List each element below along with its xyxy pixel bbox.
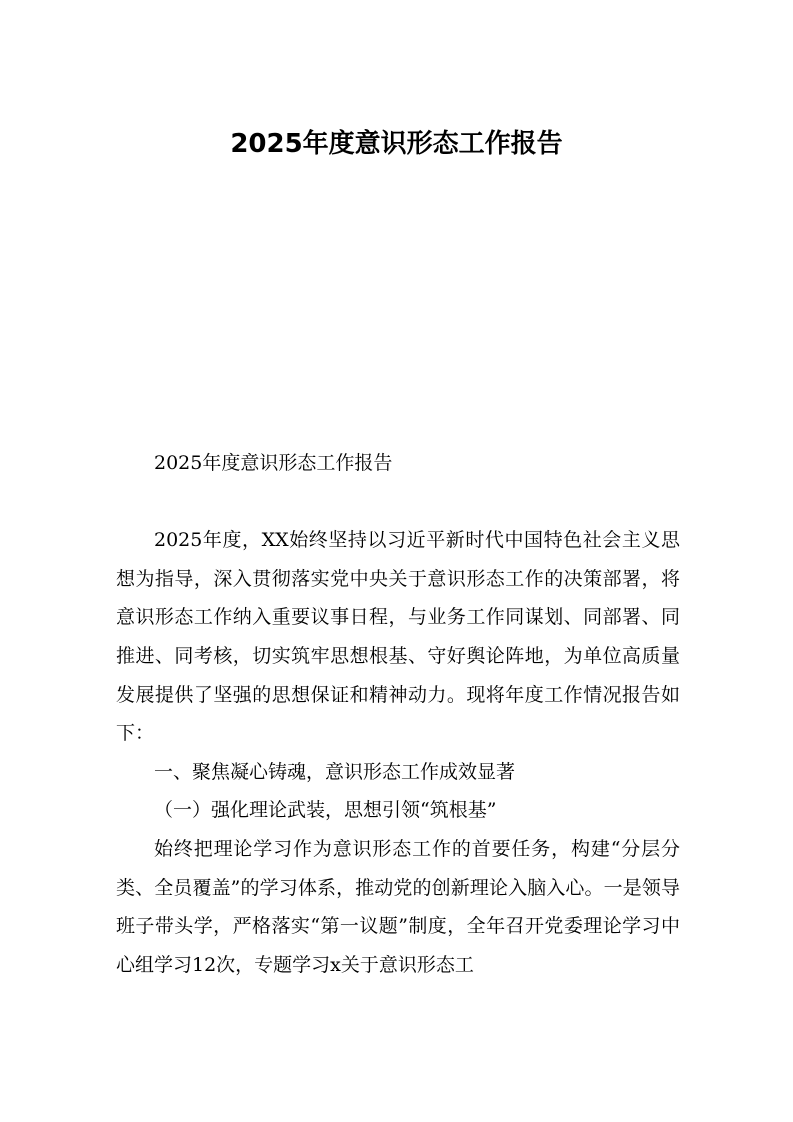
document-body xyxy=(116,444,680,984)
subsection-heading-1: （一）强化理论武装，思想引领“筑根基” xyxy=(154,799,497,822)
blank-line xyxy=(116,483,680,522)
section-heading-1: 一、聚焦凝心铸魂，意识形态工作成效显著 xyxy=(154,760,516,783)
paragraph-theory-study: 始终把理论学习作为意识形态工作的首要任务，构建“分层分类、全员覆盖”的学习体系，推动党的创新理论入脑入心。一是领导班子带头学，严格落实“第一议题”制度，全年召开党委理论学习中心组学习12次，专题学习x关于意识形态工 xyxy=(116,837,680,976)
document-subtitle: 2025年度意识形态工作报告 xyxy=(154,452,393,474)
paragraph-intro: 2025年度，XX始终坚持以习近平新时代中国特色社会主义思想为指导，深入贯彻落实党中央关于意识形态工作的决策部署，将意识形态工作纳入重要议事日程，与业务工作同谋划、同部署、同推进、同考核，切实筑牢思想根基、守好舆论阵地，为单位高质量发展提供了坚强的思想保证和精神动力。现将年度工作情况报告如下： xyxy=(116,529,680,745)
document-title: 2025年度意识形态工作报告 xyxy=(230,129,563,159)
